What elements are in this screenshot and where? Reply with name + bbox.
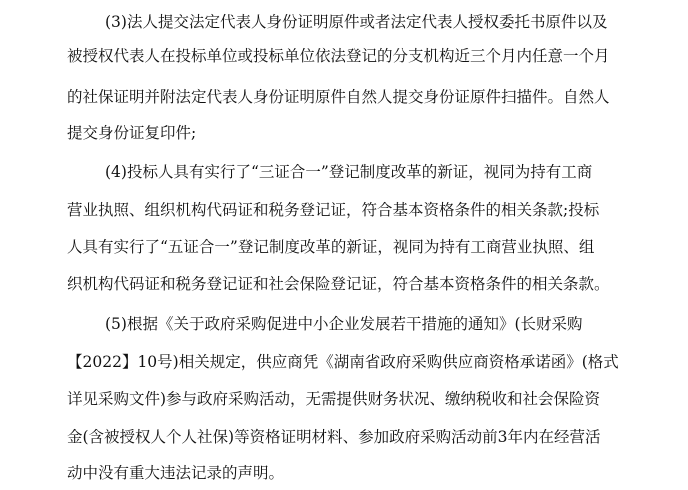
paragraph-5-line-1: (5)根据《关于政府采购促进中小企业发展若干措施的通知》(长财采购	[105, 315, 583, 333]
paragraph-4-line-4: 织机构代码证和税务登记证和社会保险登记证，符合基本资格条件的相关条款。	[67, 275, 610, 293]
paragraph-3-line-3: 的社保证明并附法定代表人身份证明原件自然人提交身份证原件扫描件。自然人	[67, 88, 610, 106]
paragraph-4-line-3: 人具有实行了“五证合一”登记制度改革的新证，视同为持有工商营业执照、组	[67, 238, 595, 256]
paragraph-4-line-1: (4)投标人具有实行了“三证合一”登记制度改革的新证，视同为持有工商	[105, 163, 593, 181]
paragraph-4-line-2: 营业执照、组织机构代码证和税务登记证，符合基本资格条件的相关条款;投标	[67, 201, 600, 219]
paragraph-3-line-4: 提交身份证复印件;	[67, 124, 197, 142]
paragraph-5-line-4: 金(含被授权人个人社保)等资格证明材料、参加政府采购活动前3年内在经营活	[67, 428, 601, 446]
paragraph-5-line-3: 详见采购文件)参与政府采购活动，无需提供财务状况、缴纳税收和社会保险资	[67, 390, 601, 408]
paragraph-3-line-1: (3)法人提交法定代表人身份证明原件或者法定代表人授权委托书原件以及	[105, 13, 608, 31]
paragraph-3-line-2: 被授权代表人在投标单位或投标单位依法登记的分支机构近三个月内任意一个月	[67, 47, 610, 65]
paragraph-5-line-5: 动中没有重大违法记录的声明。	[67, 464, 285, 482]
paragraph-5-line-2: 【2022】10号)相关规定，供应商凭《湖南省政府采购供应商资格承诺函》(格式	[67, 353, 619, 371]
